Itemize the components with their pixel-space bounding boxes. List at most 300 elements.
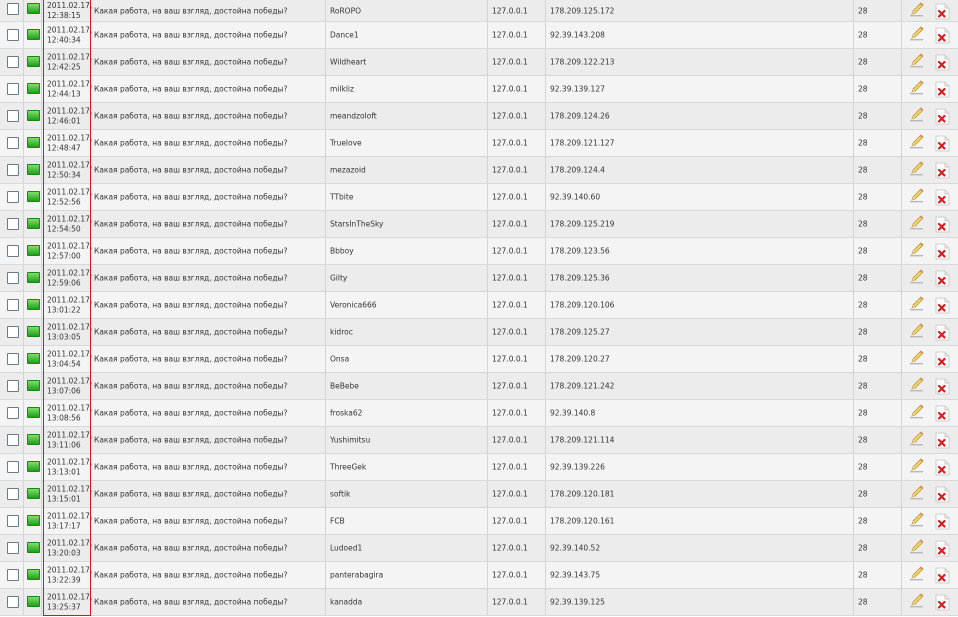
date-value: 2011.02.17,: [47, 268, 93, 278]
pencil-edit-icon[interactable]: [909, 215, 925, 231]
ip-text: 178.209.124.26: [550, 111, 610, 121]
question-text: Какая работа, на ваш взгляд, достойна победы?: [94, 570, 288, 580]
table-row: [0, 292, 958, 319]
nickname-text: RoROPO: [330, 6, 362, 15]
time-value: 12:38:15: [47, 10, 81, 20]
pencil-edit-icon[interactable]: [909, 377, 925, 393]
delete-cell: [930, 157, 958, 183]
green-status-icon: [27, 164, 40, 175]
status-cell: [24, 49, 42, 75]
question-text: Какая работа, на ваш взгляд, достойна победы?: [94, 6, 288, 15]
row-select-cell: [0, 211, 24, 237]
edit-cell: [902, 589, 930, 615]
row-select-cell: [0, 157, 24, 183]
edit-cell: [902, 238, 930, 264]
nickname-text: ThreeGek: [330, 462, 367, 472]
red-x-delete-icon[interactable]: [934, 594, 951, 611]
datetime-cell: [42, 184, 93, 210]
nickname-text: softik: [330, 489, 351, 499]
time-value: 12:52:56: [47, 197, 81, 206]
ip-cell: [546, 292, 854, 318]
datetime-cell: [42, 319, 93, 345]
table-row: [0, 265, 958, 292]
nickname-text: BeBebe: [330, 381, 359, 391]
date-value: 2011.02.17,: [47, 106, 93, 116]
count-cell: [854, 427, 902, 453]
delete-cell: [930, 292, 958, 318]
green-status-icon: [27, 434, 40, 445]
edit-cell: [902, 400, 930, 426]
question-cell: [90, 265, 326, 291]
row-checkbox[interactable]: [7, 83, 19, 95]
local-ip-text: 127.0.0.1: [492, 192, 528, 202]
datetime-cell: [42, 211, 93, 237]
local-ip-text: 127.0.0.1: [492, 57, 528, 67]
date-value: 2011.02.17,: [47, 241, 93, 251]
delete-cell: [930, 103, 958, 129]
question-text: Какая работа, на ваш взгляд, достойна победы?: [94, 408, 288, 418]
red-x-delete-icon[interactable]: [934, 513, 951, 530]
ip-text: 178.209.120.181: [550, 489, 615, 499]
status-cell: [24, 481, 42, 507]
pencil-edit-icon[interactable]: [909, 2, 925, 18]
green-status-icon: [27, 191, 40, 202]
delete-cell: [930, 454, 958, 480]
row-checkbox[interactable]: [7, 596, 19, 608]
row-checkbox[interactable]: [7, 110, 19, 122]
ip-text: 178.209.125.172: [550, 6, 615, 15]
pencil-edit-icon[interactable]: [909, 404, 925, 420]
date-value: 2011.02.17,: [47, 403, 93, 413]
nickname-text: StarsInTheSky: [330, 219, 384, 229]
status-cell: [24, 238, 42, 264]
row-select-cell: [0, 400, 24, 426]
nickname-cell: [326, 103, 488, 129]
nickname-text: mezazoid: [330, 165, 366, 175]
datetime-cell: [42, 562, 93, 588]
delete-cell: [930, 373, 958, 399]
status-cell: [24, 76, 42, 102]
nickname-cell: [326, 157, 488, 183]
status-cell: [24, 184, 42, 210]
count-cell: [854, 265, 902, 291]
local-ip-text: 127.0.0.1: [492, 489, 528, 499]
nickname-cell: [326, 508, 488, 534]
local-ip-cell: [488, 373, 546, 399]
row-select-cell: [0, 508, 24, 534]
status-cell: [24, 211, 42, 237]
ip-cell: [546, 211, 854, 237]
question-text: Какая работа, на ваш взгляд, достойна победы?: [94, 84, 288, 94]
pencil-edit-icon[interactable]: [909, 107, 925, 123]
ip-text: 92.39.139.125: [550, 597, 605, 607]
local-ip-text: 127.0.0.1: [492, 273, 528, 283]
count-cell: [854, 508, 902, 534]
pencil-edit-icon[interactable]: [909, 242, 925, 258]
datetime-text: [47, 566, 92, 585]
delete-cell: [930, 211, 958, 237]
pencil-edit-icon[interactable]: [909, 431, 925, 447]
row-checkbox[interactable]: [7, 326, 19, 338]
ip-cell: [546, 319, 854, 345]
nickname-cell: [326, 319, 488, 345]
red-x-delete-icon[interactable]: [934, 297, 951, 314]
table-row: [0, 400, 958, 427]
table-row: [0, 103, 958, 130]
ip-cell: [546, 49, 854, 75]
delete-cell: [930, 427, 958, 453]
edit-cell: [902, 103, 930, 129]
count-cell: [854, 157, 902, 183]
edit-cell: [902, 481, 930, 507]
datetime-cell: [42, 373, 93, 399]
local-ip-cell: [488, 400, 546, 426]
date-value: 2011.02.17,: [47, 322, 93, 332]
count-cell: [854, 238, 902, 264]
red-x-delete-icon[interactable]: [934, 486, 951, 503]
question-text: Какая работа, на ваш взгляд, достойна победы?: [94, 327, 288, 337]
ip-text: 92.39.140.8: [550, 408, 596, 418]
nickname-cell: [326, 49, 488, 75]
nickname-cell: [326, 589, 488, 615]
status-cell: [24, 589, 42, 615]
datetime-cell: [42, 400, 93, 426]
row-checkbox[interactable]: [7, 164, 19, 176]
count-text: 28: [858, 516, 868, 526]
date-value: 2011.02.17,: [47, 25, 93, 35]
red-x-delete-icon[interactable]: [934, 216, 951, 233]
count-text: 28: [858, 57, 868, 67]
question-cell: [90, 400, 326, 426]
pencil-edit-icon[interactable]: [909, 458, 925, 474]
nickname-cell: [326, 562, 488, 588]
red-x-delete-icon[interactable]: [934, 567, 951, 584]
row-select-cell: [0, 103, 24, 129]
edit-cell: [902, 346, 930, 372]
local-ip-cell: [488, 589, 546, 615]
nickname-text: Truelove: [330, 138, 362, 148]
delete-cell: [930, 0, 958, 21]
question-text: Какая работа, на ваш взгляд, достойна победы?: [94, 138, 288, 148]
green-status-icon: [27, 3, 40, 14]
table-row: [0, 562, 958, 589]
pencil-edit-icon[interactable]: [909, 161, 925, 177]
red-x-delete-icon[interactable]: [934, 540, 951, 557]
local-ip-cell: [488, 22, 546, 48]
pencil-edit-icon[interactable]: [909, 566, 925, 582]
green-status-icon: [27, 407, 40, 418]
edit-cell: [902, 373, 930, 399]
datetime-text: [47, 26, 92, 45]
ip-cell: [546, 157, 854, 183]
count-cell: [854, 562, 902, 588]
pencil-edit-icon[interactable]: [909, 188, 925, 204]
question-text: Какая работа, на ваш взгляд, достойна победы?: [94, 273, 288, 283]
pencil-edit-icon[interactable]: [909, 134, 925, 150]
question-cell: [90, 562, 326, 588]
ip-text: 178.209.121.114: [550, 435, 615, 445]
local-ip-cell: [488, 265, 546, 291]
row-checkbox[interactable]: [7, 515, 19, 527]
row-checkbox[interactable]: [7, 488, 19, 500]
date-value: 2011.02.17,: [47, 160, 93, 170]
red-x-delete-icon[interactable]: [934, 189, 951, 206]
ip-text: 178.209.125.219: [550, 219, 615, 229]
row-checkbox[interactable]: [7, 218, 19, 230]
datetime-cell: [42, 535, 93, 561]
red-x-delete-icon[interactable]: [934, 351, 951, 368]
local-ip-text: 127.0.0.1: [492, 570, 528, 580]
ip-text: 92.39.140.60: [550, 192, 601, 202]
edit-cell: [902, 184, 930, 210]
ip-text: 92.39.143.75: [550, 570, 601, 580]
local-ip-text: 127.0.0.1: [492, 30, 528, 40]
green-status-icon: [27, 380, 40, 391]
red-x-delete-icon[interactable]: [934, 3, 951, 20]
row-checkbox[interactable]: [7, 380, 19, 392]
nickname-cell: [326, 22, 488, 48]
red-x-delete-icon[interactable]: [934, 243, 951, 260]
datetime-cell: [42, 265, 93, 291]
ip-text: 178.209.120.161: [550, 516, 615, 526]
row-select-cell: [0, 319, 24, 345]
edit-cell: [902, 292, 930, 318]
nickname-cell: [326, 400, 488, 426]
row-checkbox[interactable]: [7, 542, 19, 554]
question-cell: [90, 103, 326, 129]
count-text: 28: [858, 138, 868, 148]
pencil-edit-icon[interactable]: [909, 485, 925, 501]
date-value: 2011.02.17,: [47, 565, 93, 575]
date-value: 2011.02.17,: [47, 214, 93, 224]
count-text: 28: [858, 273, 868, 283]
red-x-delete-icon[interactable]: [934, 405, 951, 422]
local-ip-cell: [488, 211, 546, 237]
date-value: 2011.02.17,: [47, 349, 93, 359]
edit-cell: [902, 49, 930, 75]
ip-cell: [546, 508, 854, 534]
nickname-text: Veronica666: [330, 300, 377, 310]
pencil-edit-icon[interactable]: [909, 296, 925, 312]
time-value: 13:20:03: [47, 548, 81, 557]
delete-cell: [930, 589, 958, 615]
red-x-delete-icon[interactable]: [934, 324, 951, 341]
ip-cell: [546, 400, 854, 426]
row-select-cell: [0, 562, 24, 588]
local-ip-text: 127.0.0.1: [492, 462, 528, 472]
count-cell: [854, 535, 902, 561]
question-cell: [90, 346, 326, 372]
local-ip-cell: [488, 49, 546, 75]
row-checkbox[interactable]: [7, 461, 19, 473]
pencil-edit-icon[interactable]: [909, 512, 925, 528]
count-text: 28: [858, 327, 868, 337]
question-cell: [90, 508, 326, 534]
green-status-icon: [27, 83, 40, 94]
row-checkbox[interactable]: [7, 56, 19, 68]
nickname-text: froska62: [330, 408, 363, 418]
time-value: 12:42:25: [47, 62, 81, 71]
local-ip-text: 127.0.0.1: [492, 435, 528, 445]
pencil-edit-icon[interactable]: [909, 593, 925, 609]
delete-cell: [930, 238, 958, 264]
count-text: 28: [858, 6, 868, 15]
table-row: [0, 319, 958, 346]
row-checkbox[interactable]: [7, 353, 19, 365]
question-text: Какая работа, на ваш взгляд, достойна победы?: [94, 381, 288, 391]
datetime-cell: [42, 292, 93, 318]
question-cell: [90, 130, 326, 156]
datetime-text: [47, 377, 92, 396]
row-select-cell: [0, 481, 24, 507]
row-checkbox[interactable]: [7, 434, 19, 446]
local-ip-cell: [488, 103, 546, 129]
red-x-delete-icon[interactable]: [934, 162, 951, 179]
row-select-cell: [0, 22, 24, 48]
red-x-delete-icon[interactable]: [934, 378, 951, 395]
datetime-text: [47, 539, 92, 558]
question-cell: [90, 481, 326, 507]
red-x-delete-icon[interactable]: [934, 54, 951, 71]
nickname-text: kanadda: [330, 597, 363, 607]
datetime-text: [47, 134, 92, 153]
table-row: [0, 535, 958, 562]
row-checkbox[interactable]: [7, 3, 19, 15]
row-select-cell: [0, 373, 24, 399]
datetime-text: [47, 512, 92, 531]
pencil-edit-icon[interactable]: [909, 269, 925, 285]
time-value: 12:57:00: [47, 251, 81, 260]
red-x-delete-icon[interactable]: [934, 81, 951, 98]
green-status-icon: [27, 299, 40, 310]
count-text: 28: [858, 192, 868, 202]
green-status-icon: [27, 110, 40, 121]
datetime-text: [47, 269, 92, 288]
date-value: 2011.02.17,: [47, 133, 93, 143]
row-checkbox[interactable]: [7, 272, 19, 284]
local-ip-text: 127.0.0.1: [492, 84, 528, 94]
question-text: Какая работа, на ваш взгляд, достойна победы?: [94, 489, 288, 499]
local-ip-cell: [488, 562, 546, 588]
green-status-icon: [27, 515, 40, 526]
edit-cell: [902, 562, 930, 588]
ip-cell: [546, 238, 854, 264]
red-x-delete-icon[interactable]: [934, 27, 951, 44]
datetime-text: [47, 431, 92, 450]
status-cell: [24, 346, 42, 372]
count-text: 28: [858, 408, 868, 418]
question-text: Какая работа, на ваш взгляд, достойна победы?: [94, 543, 288, 553]
question-text: Какая работа, на ваш взгляд, достойна победы?: [94, 435, 288, 445]
red-x-delete-icon[interactable]: [934, 432, 951, 449]
date-value: 2011.02.17,: [47, 430, 93, 440]
row-select-cell: [0, 238, 24, 264]
green-status-icon: [27, 137, 40, 148]
count-text: 28: [858, 381, 868, 391]
count-text: 28: [858, 246, 868, 256]
table-row: [0, 211, 958, 238]
red-x-delete-icon[interactable]: [934, 108, 951, 125]
ip-cell: [546, 0, 854, 21]
local-ip-cell: [488, 0, 546, 21]
status-cell: [24, 400, 42, 426]
row-checkbox[interactable]: [7, 299, 19, 311]
time-value: 13:25:37: [47, 602, 81, 611]
table-row: [0, 346, 958, 373]
pencil-edit-icon[interactable]: [909, 53, 925, 69]
ip-text: 178.209.121.242: [550, 381, 615, 391]
pencil-edit-icon[interactable]: [909, 539, 925, 555]
pencil-edit-icon[interactable]: [909, 26, 925, 42]
datetime-cell: [42, 589, 93, 615]
edit-cell: [902, 508, 930, 534]
red-x-delete-icon[interactable]: [934, 459, 951, 476]
date-value: 2011.02.17,: [47, 187, 93, 197]
edit-cell: [902, 319, 930, 345]
row-checkbox[interactable]: [7, 137, 19, 149]
green-status-icon: [27, 245, 40, 256]
edit-cell: [902, 265, 930, 291]
status-cell: [24, 22, 42, 48]
local-ip-text: 127.0.0.1: [492, 246, 528, 256]
row-checkbox[interactable]: [7, 407, 19, 419]
ip-text: 178.209.123.56: [550, 246, 610, 256]
row-checkbox[interactable]: [7, 569, 19, 581]
row-select-cell: [0, 184, 24, 210]
nickname-text: Onsa: [330, 354, 350, 364]
local-ip-text: 127.0.0.1: [492, 408, 528, 418]
nickname-cell: [326, 184, 488, 210]
local-ip-text: 127.0.0.1: [492, 165, 528, 175]
ip-cell: [546, 103, 854, 129]
green-status-icon: [27, 353, 40, 364]
delete-cell: [930, 184, 958, 210]
datetime-text: [47, 296, 92, 315]
question-cell: [90, 184, 326, 210]
nickname-cell: [326, 454, 488, 480]
red-x-delete-icon[interactable]: [934, 135, 951, 152]
status-cell: [24, 0, 42, 21]
row-checkbox[interactable]: [7, 245, 19, 257]
datetime-text: [47, 53, 92, 72]
pencil-edit-icon[interactable]: [909, 350, 925, 366]
question-cell: [90, 454, 326, 480]
count-cell: [854, 49, 902, 75]
status-cell: [24, 319, 42, 345]
local-ip-text: 127.0.0.1: [492, 327, 528, 337]
local-ip-cell: [488, 346, 546, 372]
table-row: [0, 508, 958, 535]
edit-cell: [902, 130, 930, 156]
count-text: 28: [858, 30, 868, 40]
local-ip-cell: [488, 454, 546, 480]
row-select-cell: [0, 346, 24, 372]
status-cell: [24, 265, 42, 291]
local-ip-cell: [488, 184, 546, 210]
red-x-delete-icon[interactable]: [934, 270, 951, 287]
nickname-text: Yushimitsu: [330, 435, 371, 445]
pencil-edit-icon[interactable]: [909, 323, 925, 339]
count-text: 28: [858, 111, 868, 121]
nickname-text: Ludoed1: [330, 543, 363, 553]
datetime-text: [47, 323, 92, 342]
pencil-edit-icon[interactable]: [909, 80, 925, 96]
row-checkbox[interactable]: [7, 29, 19, 41]
nickname-cell: [326, 373, 488, 399]
date-value: 2011.02.17,: [47, 376, 93, 386]
row-select-cell: [0, 265, 24, 291]
row-checkbox[interactable]: [7, 191, 19, 203]
